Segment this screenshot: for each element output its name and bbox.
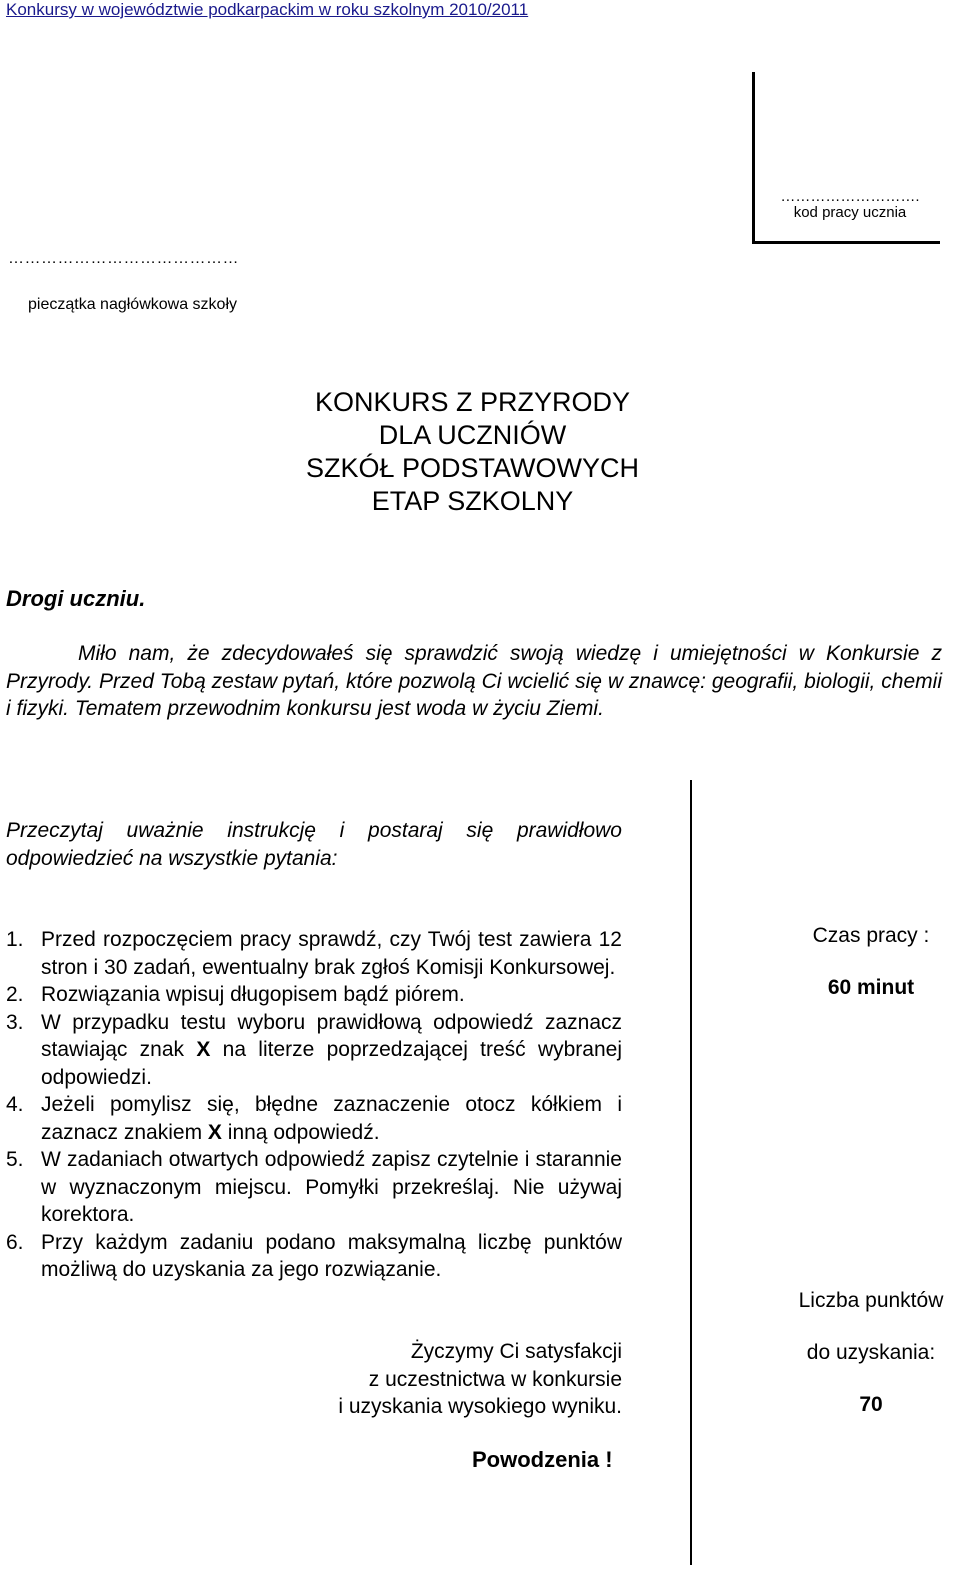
instruction-text: W przypadku testu wyboru prawidłową odpowiedź zaznacz stawiając znak <box>41 1010 622 1061</box>
points-label-line-1: Liczba punktów <box>798 1289 944 1312</box>
title-line-3: SZKÓŁ PODSTAWOWYCH <box>305 453 640 483</box>
title-line-4: ETAP SZKOLNY <box>371 486 574 516</box>
instruction-text: na literze poprzedzającej treść wybranej odpowiedzi. <box>41 1038 622 1089</box>
student-code-label: kod pracy ucznia <box>793 204 907 221</box>
instruction-item-1 <box>6 926 622 981</box>
instruction-text: Rozwiązania wpisuj długopisem bądź piórem. <box>41 983 465 1006</box>
mark-symbol: X <box>207 1120 222 1144</box>
instruction-text: W zadaniach otwartych odpowiedź zapisz czytelnie i starannie w wyznaczonym miejscu. Pomyłki przekreślaj. Nie używaj korektora. <box>41 1148 622 1226</box>
instruction-text: Przy każdym zadaniu podano maksymalną liczbę punktów możliwą do uzyskania za jego rozwiązanie. <box>41 1230 622 1281</box>
instruction-number: 5. <box>6 1148 24 1171</box>
instruction-number: 2. <box>6 983 24 1006</box>
title-line-2: DLA UCZNIÓW <box>378 420 567 450</box>
time-label: Czas pracy : <box>812 924 930 947</box>
instruction-text: Jeżeli pomylisz się, błędne zaznaczenie otocz kółkiem i zaznacz znakiem <box>41 1093 622 1144</box>
good-luck-text: Powodzenia ! <box>472 1447 613 1472</box>
instruction-number: 6. <box>6 1230 24 1254</box>
wishes-block <box>250 1338 622 1421</box>
header-link[interactable]: Konkursy w województwie podkarpackim w roku szkolnym 2010/2011 <box>6 0 529 19</box>
instruction-text: Przed rozpoczęciem pracy sprawdź, czy Twój test zawiera 12 stron i 30 zadań, ewentualny brak zgłoś Komisji Konkursowej. <box>41 928 622 979</box>
instruction-number: 1. <box>6 928 24 951</box>
instructions-heading: Przeczytaj uważnie instrukcję i postaraj się prawidłowo odpowiedzieć na wszystkie pytania: <box>6 819 622 870</box>
instruction-item-4 <box>6 1091 622 1146</box>
instruction-item-2 <box>6 981 622 1009</box>
instruction-number: 4. <box>6 1093 24 1116</box>
school-stamp-dots: …………………………………… <box>8 250 239 267</box>
instruction-item-3 <box>6 1009 622 1092</box>
student-code-dots: ………………………. <box>780 188 920 205</box>
instruction-item-6 <box>6 1229 622 1284</box>
instruction-text: inną odpowiedź. <box>227 1120 380 1144</box>
column-divider <box>690 780 692 1565</box>
greeting: Drogi uczniu. <box>6 586 146 611</box>
instruction-number: 3. <box>6 1010 24 1034</box>
wishes-line-1: Życzymy Ci satysfakcji <box>410 1340 622 1363</box>
contest-title <box>0 386 945 518</box>
mark-symbol: X <box>196 1038 211 1061</box>
school-stamp-label: pieczątka nagłówkowa szkoły <box>28 296 237 313</box>
time-value: 60 minut <box>827 976 915 999</box>
wishes-line-2: z uczestnictwa w konkursie <box>368 1367 622 1391</box>
student-code-box <box>752 72 940 244</box>
points-label-line-2: do uzyskania: <box>806 1341 936 1364</box>
instruction-item-5 <box>6 1146 622 1229</box>
instructions-list <box>6 926 622 1284</box>
points-value: 70 <box>859 1393 883 1416</box>
wishes-line-3: i uzyskania wysokiego wyniku. <box>338 1395 622 1418</box>
title-line-1: KONKURS Z PRZYRODY <box>314 387 631 417</box>
intro-paragraph: Miło nam, że zdecydowałeś się sprawdzić swoją wiedzę i umiejętności w Konkursie z Przyrody. Przed Tobą zestaw pytań, które pozwolą Ci wcielić się w znawcę: geografii, biologii, chemii i fizyki. Tematem przewodnim konkursu jest woda w życiu Ziemi. <box>6 642 942 720</box>
